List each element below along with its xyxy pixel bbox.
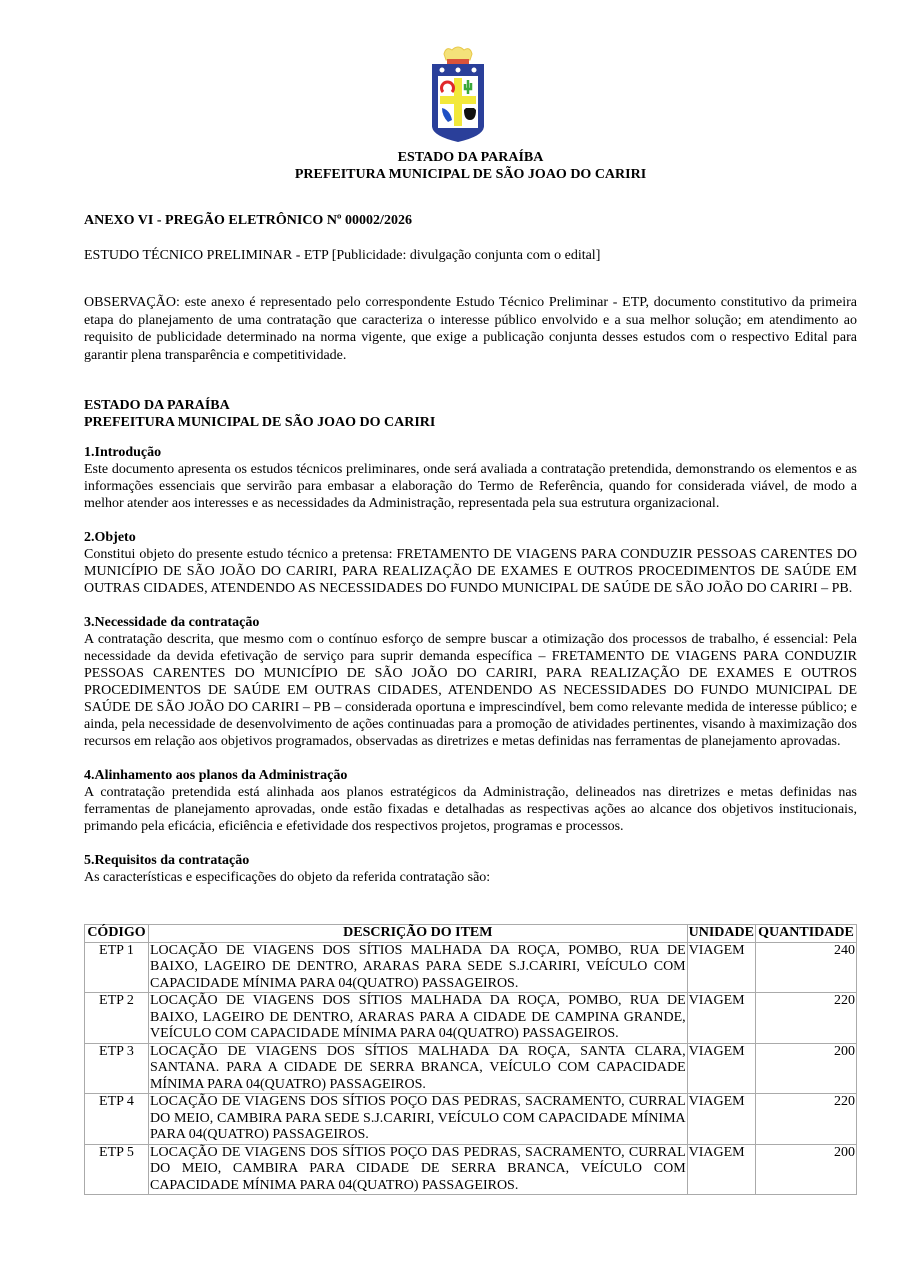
cell-code: ETP 5 <box>85 1144 149 1195</box>
cell-desc: LOCAÇÃO DE VIAGENS DOS SÍTIOS MALHADA DA ROÇA, POMBO, RUA DE BAIXO, LAGEIRO DE DENTRO, ARARAS PARA A CIDADE DE CAMPINA GRANDE, VEÍCULO COM CAPACIDADE MÍNIMA PARA 04(QUATRO) PASSAGEIROS. <box>149 993 686 1041</box>
table-row <box>85 1043 857 1094</box>
cell-unit: VIAGEM <box>687 1094 755 1145</box>
cell-code: ETP 2 <box>85 993 149 1044</box>
header-codigo: CÓDIGO <box>85 925 149 943</box>
section-title: 4.Alinhamento aos planos da Administração <box>84 768 348 783</box>
cell-unit: VIAGEM <box>687 993 755 1044</box>
cell-desc: LOCAÇÃO DE VIAGENS DOS SÍTIOS POÇO DAS PEDRAS, SACRAMENTO, CURRAL DO MEIO, CAMBIRA PARA CIDADE DE SERRA BRANCA, VEÍCULO COM CAPACIDADE MÍNIMA PARA 04(QUATRO) PASSAGEIROS. <box>149 1144 686 1193</box>
cell-desc: LOCAÇÃO DE VIAGENS DOS SÍTIOS POÇO DAS PEDRAS, SACRAMENTO, CURRAL DO MEIO, CAMBIRA PARA SEDE S.J.CARIRI, VEÍCULO COM CAPACIDADE MÍNIMA PARA 04(QUATRO) PASSAGEIROS. <box>149 1094 686 1142</box>
annex-title: ANEXO VI - PREGÃO ELETRÔNICO Nº 00002/2026 <box>84 213 412 228</box>
municipality-name-2: PREFEITURA MUNICIPAL DE SÃO JOAO DO CARIRI <box>84 415 436 430</box>
second-letterhead <box>84 397 857 431</box>
cell-unit: VIAGEM <box>687 1144 755 1195</box>
header-unidade: UNIDADE <box>688 925 754 940</box>
section-body: Constitui objeto do presente estudo técnico a pretensa: FRETAMENTO DE VIAGENS PARA CONDUZIR PESSOAS CARENTES DO MUNICÍPIO DE SÃO JOÃO DO CARIRI, PARA REALIZAÇÃO DE EXAMES E OUTROS PROCEDIMENTOS DE SAÚDE EM OUTRAS CIDADES, ATENDENDO AS NECESSIDADES DO FUNDO MUNICIPAL DE SAÚDE DE SÃO JOÃO DO CARIRI – PB. <box>84 547 857 596</box>
cell-code: ETP 3 <box>85 1043 149 1094</box>
section-objeto <box>84 529 857 597</box>
cell-desc: LOCAÇÃO DE VIAGENS DOS SÍTIOS MALHADA DA ROÇA, SANTA CLARA, SANTANA. PARA A CIDADE DE SERRA BRANCA, VEÍCULO COM CAPACIDADE MÍNIMA PARA 04(QUATRO) PASSAGEIROS. <box>149 1043 686 1092</box>
cell-unit: VIAGEM <box>687 1043 755 1094</box>
state-name-2: ESTADO DA PARAÍBA <box>84 398 230 413</box>
section-title: 2.Objeto <box>84 530 136 545</box>
section-requisitos <box>84 852 857 886</box>
etp-line: ESTUDO TÉCNICO PRELIMINAR - ETP [Publicidade: divulgação conjunta com o edital] <box>84 248 601 263</box>
letterhead <box>84 149 857 183</box>
section-body: A contratação pretendida está alinhada aos planos estratégicos da Administração, delineados nas diretrizes e metas definidas nas ferramentas de planejamento aprovadas, onde estão fixadas e detalhadas as respectivas ações ao alcance dos objetivos institucionais, primando pela eficácia, eficiência e efetividade dos respectivos projetos, programas e processos. <box>84 785 857 834</box>
state-name: ESTADO DA PARAÍBA <box>397 150 544 165</box>
section-body: Este documento apresenta os estudos técnicos preliminares, onde será avaliada a contratação pretendida, demonstrando os elementos e as informações essenciais que servirão para embasar a elaboração do Termo de Referência, quando for considerada viável, de modo a melhor atender aos interesses e as necessidades da Administração, representada pela sua estrutura organizacional. <box>84 462 857 511</box>
cell-code: ETP 1 <box>85 942 149 993</box>
cell-desc: LOCAÇÃO DE VIAGENS DOS SÍTIOS MALHADA DA ROÇA, POMBO, RUA DE BAIXO, LAGEIRO DE DENTRO, ARARAS PARA SEDE S.J.CARIRI, VEÍCULO COM CAPACIDADE MÍNIMA PARA 04(QUATRO) PASSAGEIROS. <box>149 942 686 991</box>
cell-qty: 220 <box>755 993 856 1044</box>
section-necessidade <box>84 614 857 750</box>
cell-qty: 200 <box>755 1144 856 1195</box>
table-row <box>85 993 857 1044</box>
municipality-name: PREFEITURA MUNICIPAL DE SÃO JOAO DO CARIRI <box>294 167 647 182</box>
cell-qty: 240 <box>755 942 856 993</box>
section-body: A contratação descrita, que mesmo com o contínuo esforço de sempre buscar a otimização dos processos de trabalho, é essencial: Pela necessidade da devida efetivação de serviço para suprir demanda específica – FRETAMENTO DE VIAGENS PARA CONDUZIR PESSOAS CARENTES DO MUNICÍPIO DE SÃO JOÃO DO CARIRI, PARA REALIZAÇÃO DE EXAMES E OUTROS PROCEDIMENTOS DE SAÚDE EM OUTRAS CIDADES, ATENDENDO AS NECESSIDADES DO FUNDO MUNICIPAL DE SAÚDE DE SÃO JOÃO DO CARIRI – PB – considerada oportuna e imprescindível, bem como relevante medida de interesse público; e ainda, pela necessidade de desenvolvimento de ações continuadas para a promoção de atividades pertinentes, visando à maximização dos recursos em relação aos objetivos programados, observadas as diretrizes e metas definidas nas ferramentas de planejamento aprovadas. <box>84 632 857 749</box>
section-body: As características e especificações do objeto da referida contratação são: <box>84 870 491 885</box>
cell-qty: 220 <box>755 1094 856 1145</box>
sections <box>84 444 857 886</box>
table-row <box>85 1094 857 1145</box>
cell-qty: 200 <box>755 1043 856 1094</box>
table-row <box>85 1144 857 1195</box>
section-introducao <box>84 444 857 512</box>
section-title: 1.Introdução <box>84 445 162 460</box>
table-row <box>85 942 857 993</box>
section-alinhamento <box>84 767 857 835</box>
section-title: 5.Requisitos da contratação <box>84 853 250 868</box>
section-title: 3.Necessidade da contratação <box>84 615 260 630</box>
cell-code: ETP 4 <box>85 1094 149 1145</box>
cell-unit: VIAGEM <box>687 942 755 993</box>
header-quantidade: QUANTIDADE <box>755 925 856 943</box>
municipal-coat-of-arms-logo <box>430 44 486 144</box>
requirements-table <box>84 924 857 1195</box>
table-header-row <box>85 925 857 943</box>
observation-paragraph: OBSERVAÇÃO: este anexo é representado pelo correspondente Estudo Técnico Preliminar - ETP, documento constitutivo da primeira etapa do planejamento de uma contratação que caracteriza o interesse público envolvido e a sua melhor solução; em atendimento ao requisito de publicidade determinado na norma vigente, que exige a publicação conjunta desses estudos com o respectivo Edital para garantir plena transparência e competitividade. <box>84 295 857 363</box>
header-descricao: DESCRIÇÃO DO ITEM <box>148 925 687 943</box>
